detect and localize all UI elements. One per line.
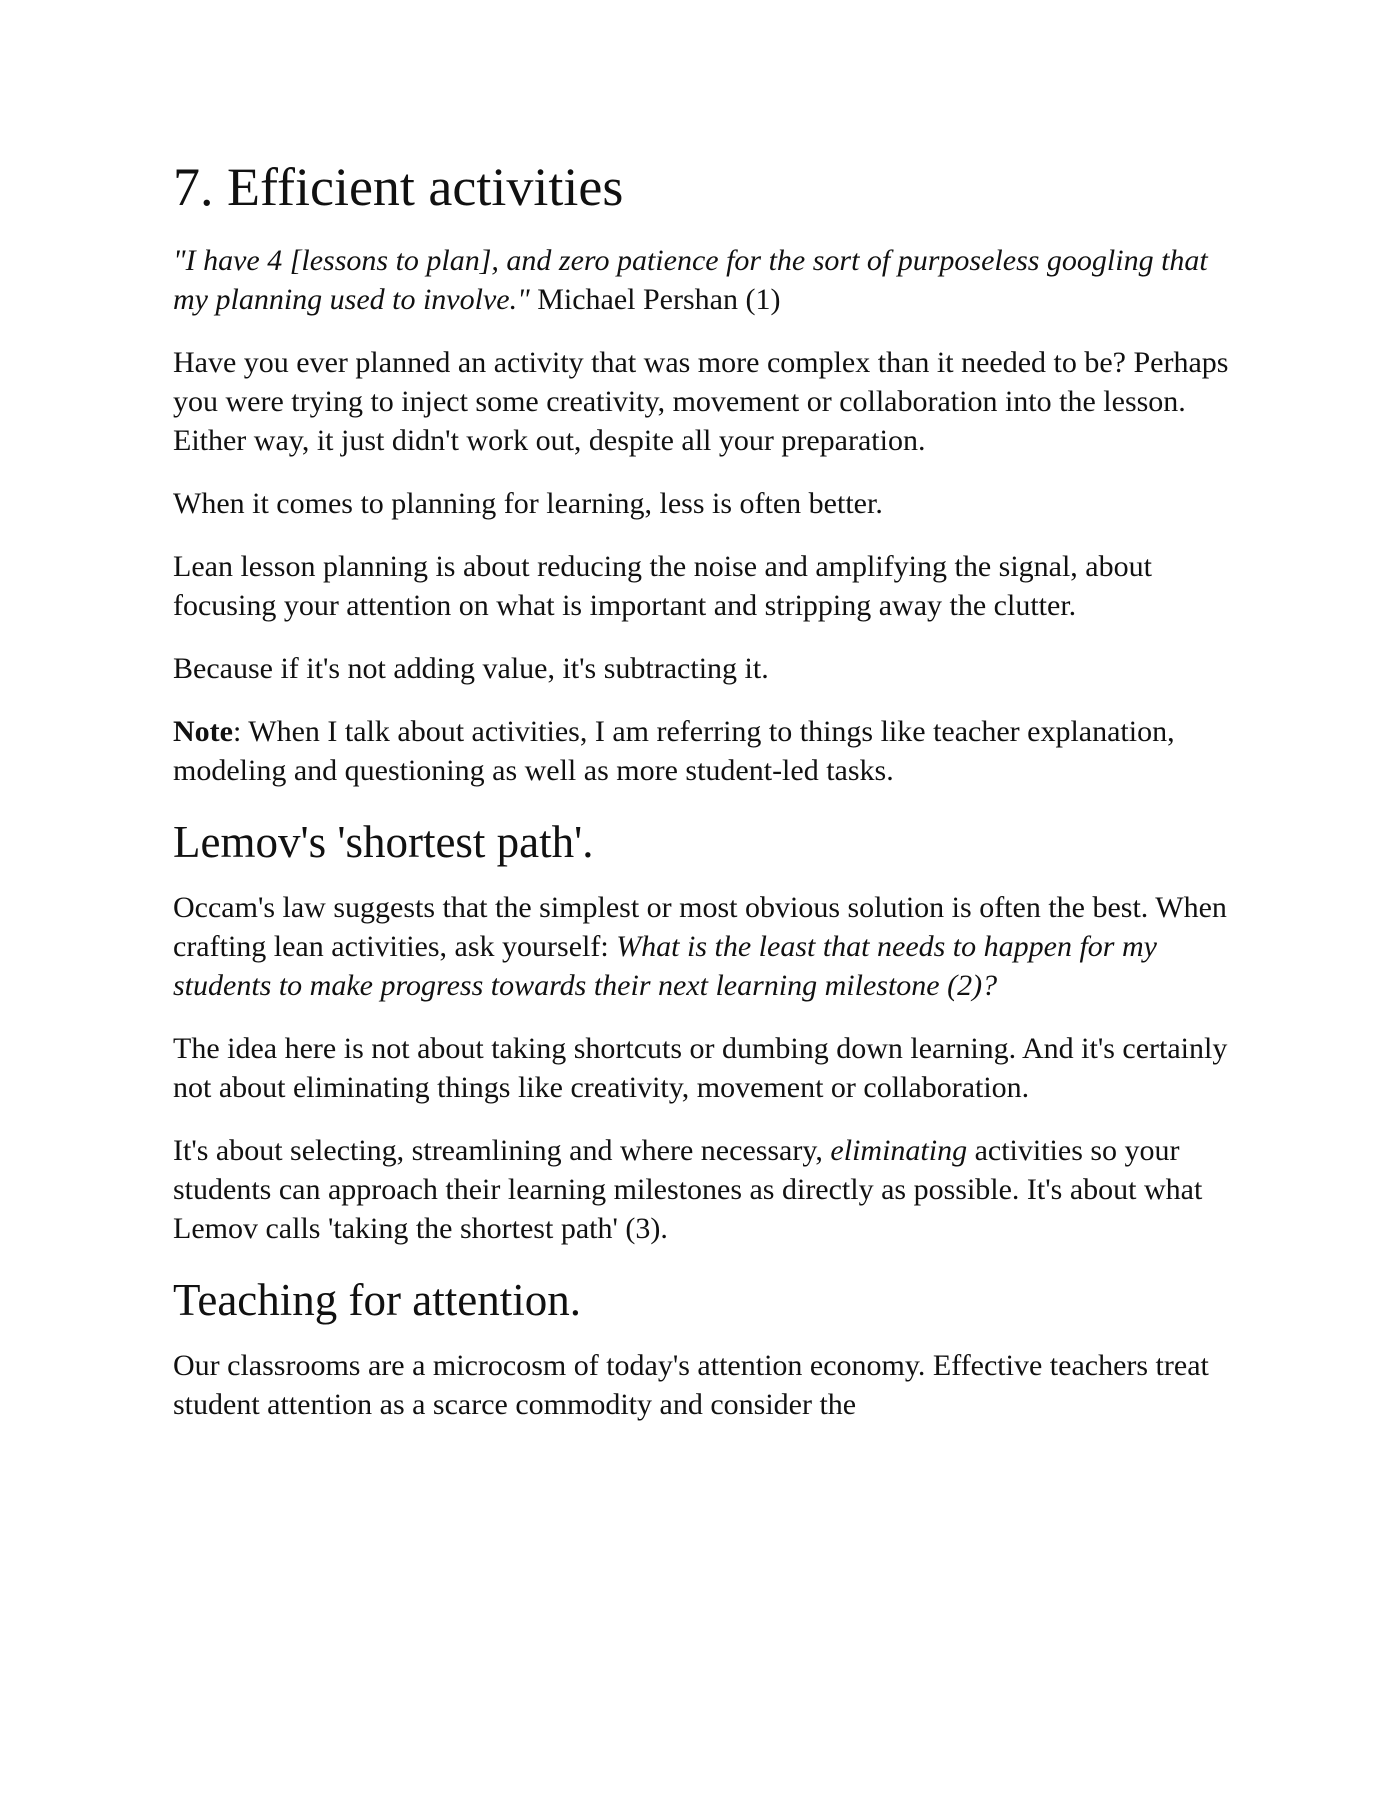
page-title: 7. Efficient activities [173,157,624,217]
intro-paragraph-2: When it comes to planning for learning, less is often better. [173,487,883,520]
note-text: : When I talk about activities, I am referring to things like teacher explanation, modeling and questioning as well as more student-led tasks. [173,715,1175,787]
shortest-path-p3-after: activities so your students can approach their learning milestones as directly as possible. It's about what Lemov calls 'taking the shortest path' (3). [173,1134,1203,1245]
quote-attribution: Michael Pershan (1) [529,283,781,316]
intro-paragraph-1: Have you ever planned an activity that was more complex than it needed to be? Perhaps you were trying to inject some creativity, movement or collaboration into the lesson. Either way, it just didn't work out, despite all your preparation. [173,346,1229,457]
section-heading-shortest-path: Lemov's 'shortest path'. [173,817,594,867]
intro-paragraph-4: Because if it's not adding value, it's subtracting it. [173,652,769,685]
shortest-path-paragraph-3 [173,1131,1233,1248]
section-heading-attention: Teaching for attention. [173,1275,581,1325]
note-paragraph [173,712,1233,790]
intro-paragraph-3: Lean lesson planning is about reducing the noise and amplifying the signal, about focusing your attention on what is important and stripping away the clutter. [173,550,1152,622]
document-page [173,155,1233,1448]
shortest-path-p1-question: What is the least that needs to happen for my students to make progress towards their next learning milestone (2)? [173,930,1157,1002]
shortest-path-p3-emphasis: eliminating [830,1134,968,1167]
shortest-path-p3-before: It's about selecting, streamlining and where necessary, [173,1134,831,1167]
attention-paragraph-1: Our classrooms are a microcosm of today's attention economy. Effective teachers treat student attention as a scarce commodity and consider the [173,1349,1209,1421]
shortest-path-p1-text: Occam's law suggests that the simplest or most obvious solution is often the best. When crafting lean activities, ask yourself: [173,891,1227,963]
opening-quote [173,241,1233,319]
note-label: Note [173,715,233,748]
quote-text: "I have 4 [lessons to plan], and zero patience for the sort of purposeless googling that my planning used to involve." [173,244,1208,316]
shortest-path-paragraph-2: The idea here is not about taking shortcuts or dumbing down learning. And it's certainly not about eliminating things like creativity, movement or collaboration. [173,1032,1228,1104]
shortest-path-paragraph-1 [173,888,1233,1005]
